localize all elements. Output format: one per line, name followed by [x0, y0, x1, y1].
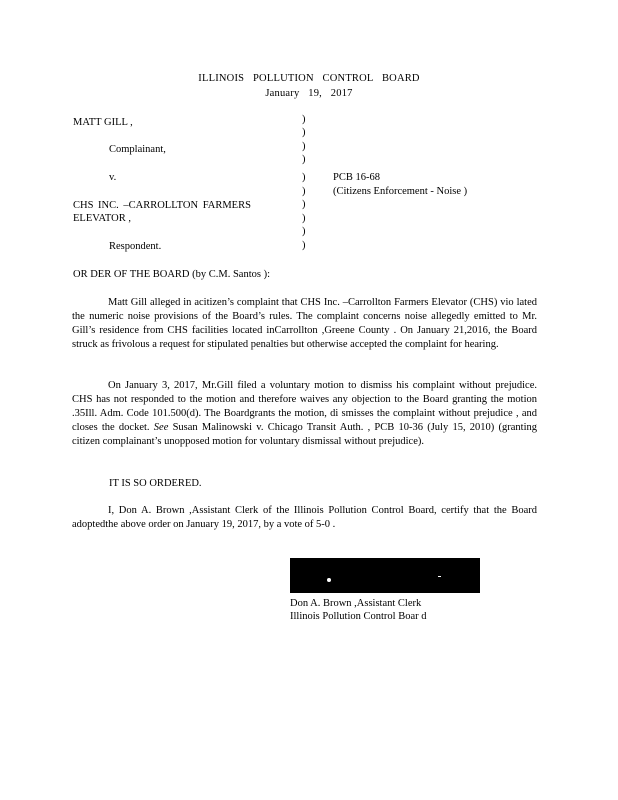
paragraph-text: I, Don A. Brown ,Assistant Clerk of the Illinois Pollution Control Board, certify that the Board adoptedthe above order on January 19, 2017, by a vote of 5-0 . — [72, 505, 537, 530]
order-paragraph-1 — [72, 296, 537, 352]
respondent-name-line1: CHS INC. –CARROLLTON FARMERS — [73, 200, 251, 211]
respondent-name-line2: ELEVATOR , — [73, 213, 131, 224]
complainant-role: Complainant, — [109, 144, 166, 155]
certification-paragraph — [72, 504, 537, 532]
see-signal: See — [153, 422, 169, 433]
complainant-name: MATT GILL , — [73, 117, 133, 128]
so-ordered: IT IS SO ORDERED. — [109, 478, 202, 489]
caption-paren: ) — [302, 172, 306, 183]
signatory-name: Don A. Brown ,Assistant Clerk — [290, 598, 422, 609]
order-date: January 19, 2017 — [265, 88, 353, 99]
case-type: (Citizens Enforcement - Noise ) — [333, 186, 468, 197]
paragraph-text-end: Susan Malinowski v. Chicago Transit Auth. , PCB 10-36 (July 15, 2010) (granting citizen complainant’s unopposed motion for voluntary dismissal without prejudice). — [72, 422, 537, 447]
signatory-office: Illinois Pollution Control Boar d — [290, 611, 427, 622]
paragraph-text-start: On January 3, 2017, Mr.Gill filed a voluntary motion to dismiss his complaint without prejudice. CHS has not responded to the motion and therefore waives any objection to the Board granting the motion .35Ill. Adm. Code 101.500(d). The Boardgrants the motion, di smisses the complaint without prejudice , and closes the docket. — [72, 380, 537, 433]
signature-mark — [327, 578, 331, 582]
caption-paren: ) — [302, 114, 306, 125]
caption-paren: ) — [302, 226, 306, 237]
caption-paren: ) — [302, 154, 306, 165]
caption-paren: ) — [302, 186, 306, 197]
paragraph-text: Matt Gill alleged in acitizen’s complaint that CHS Inc. –Carrollton Farmers Elevator (CHS) vio lated the numeric noise provisions of the Board’s rules. The complaint concerns noise allegedly emitted to Mr. Gill’s residence from CHS facilities located inCarrollton ,Greene County . On January 21,2016, the Board struck as frivolous a request for stipulated penalties but otherwise accepted the complaint for hearing. — [72, 297, 537, 350]
caption-paren: ) — [302, 240, 306, 251]
versus-label: v. — [109, 172, 117, 183]
respondent-role: Respondent. — [109, 241, 162, 252]
caption-paren: ) — [302, 199, 306, 210]
caption-paren: ) — [302, 127, 306, 138]
caption-paren: ) — [302, 213, 306, 224]
signature-mark — [438, 576, 441, 577]
agency-title: ILLINOIS POLLUTION CONTROL BOARD — [198, 73, 420, 84]
paragraph-text — [72, 379, 537, 449]
order-heading: OR DER OF THE BOARD (by C.M. Santos ): — [73, 269, 270, 280]
caption-paren: ) — [302, 141, 306, 152]
redacted-signature — [290, 558, 480, 593]
order-paragraph-2 — [72, 379, 537, 449]
case-number: PCB 16-68 — [333, 172, 380, 183]
